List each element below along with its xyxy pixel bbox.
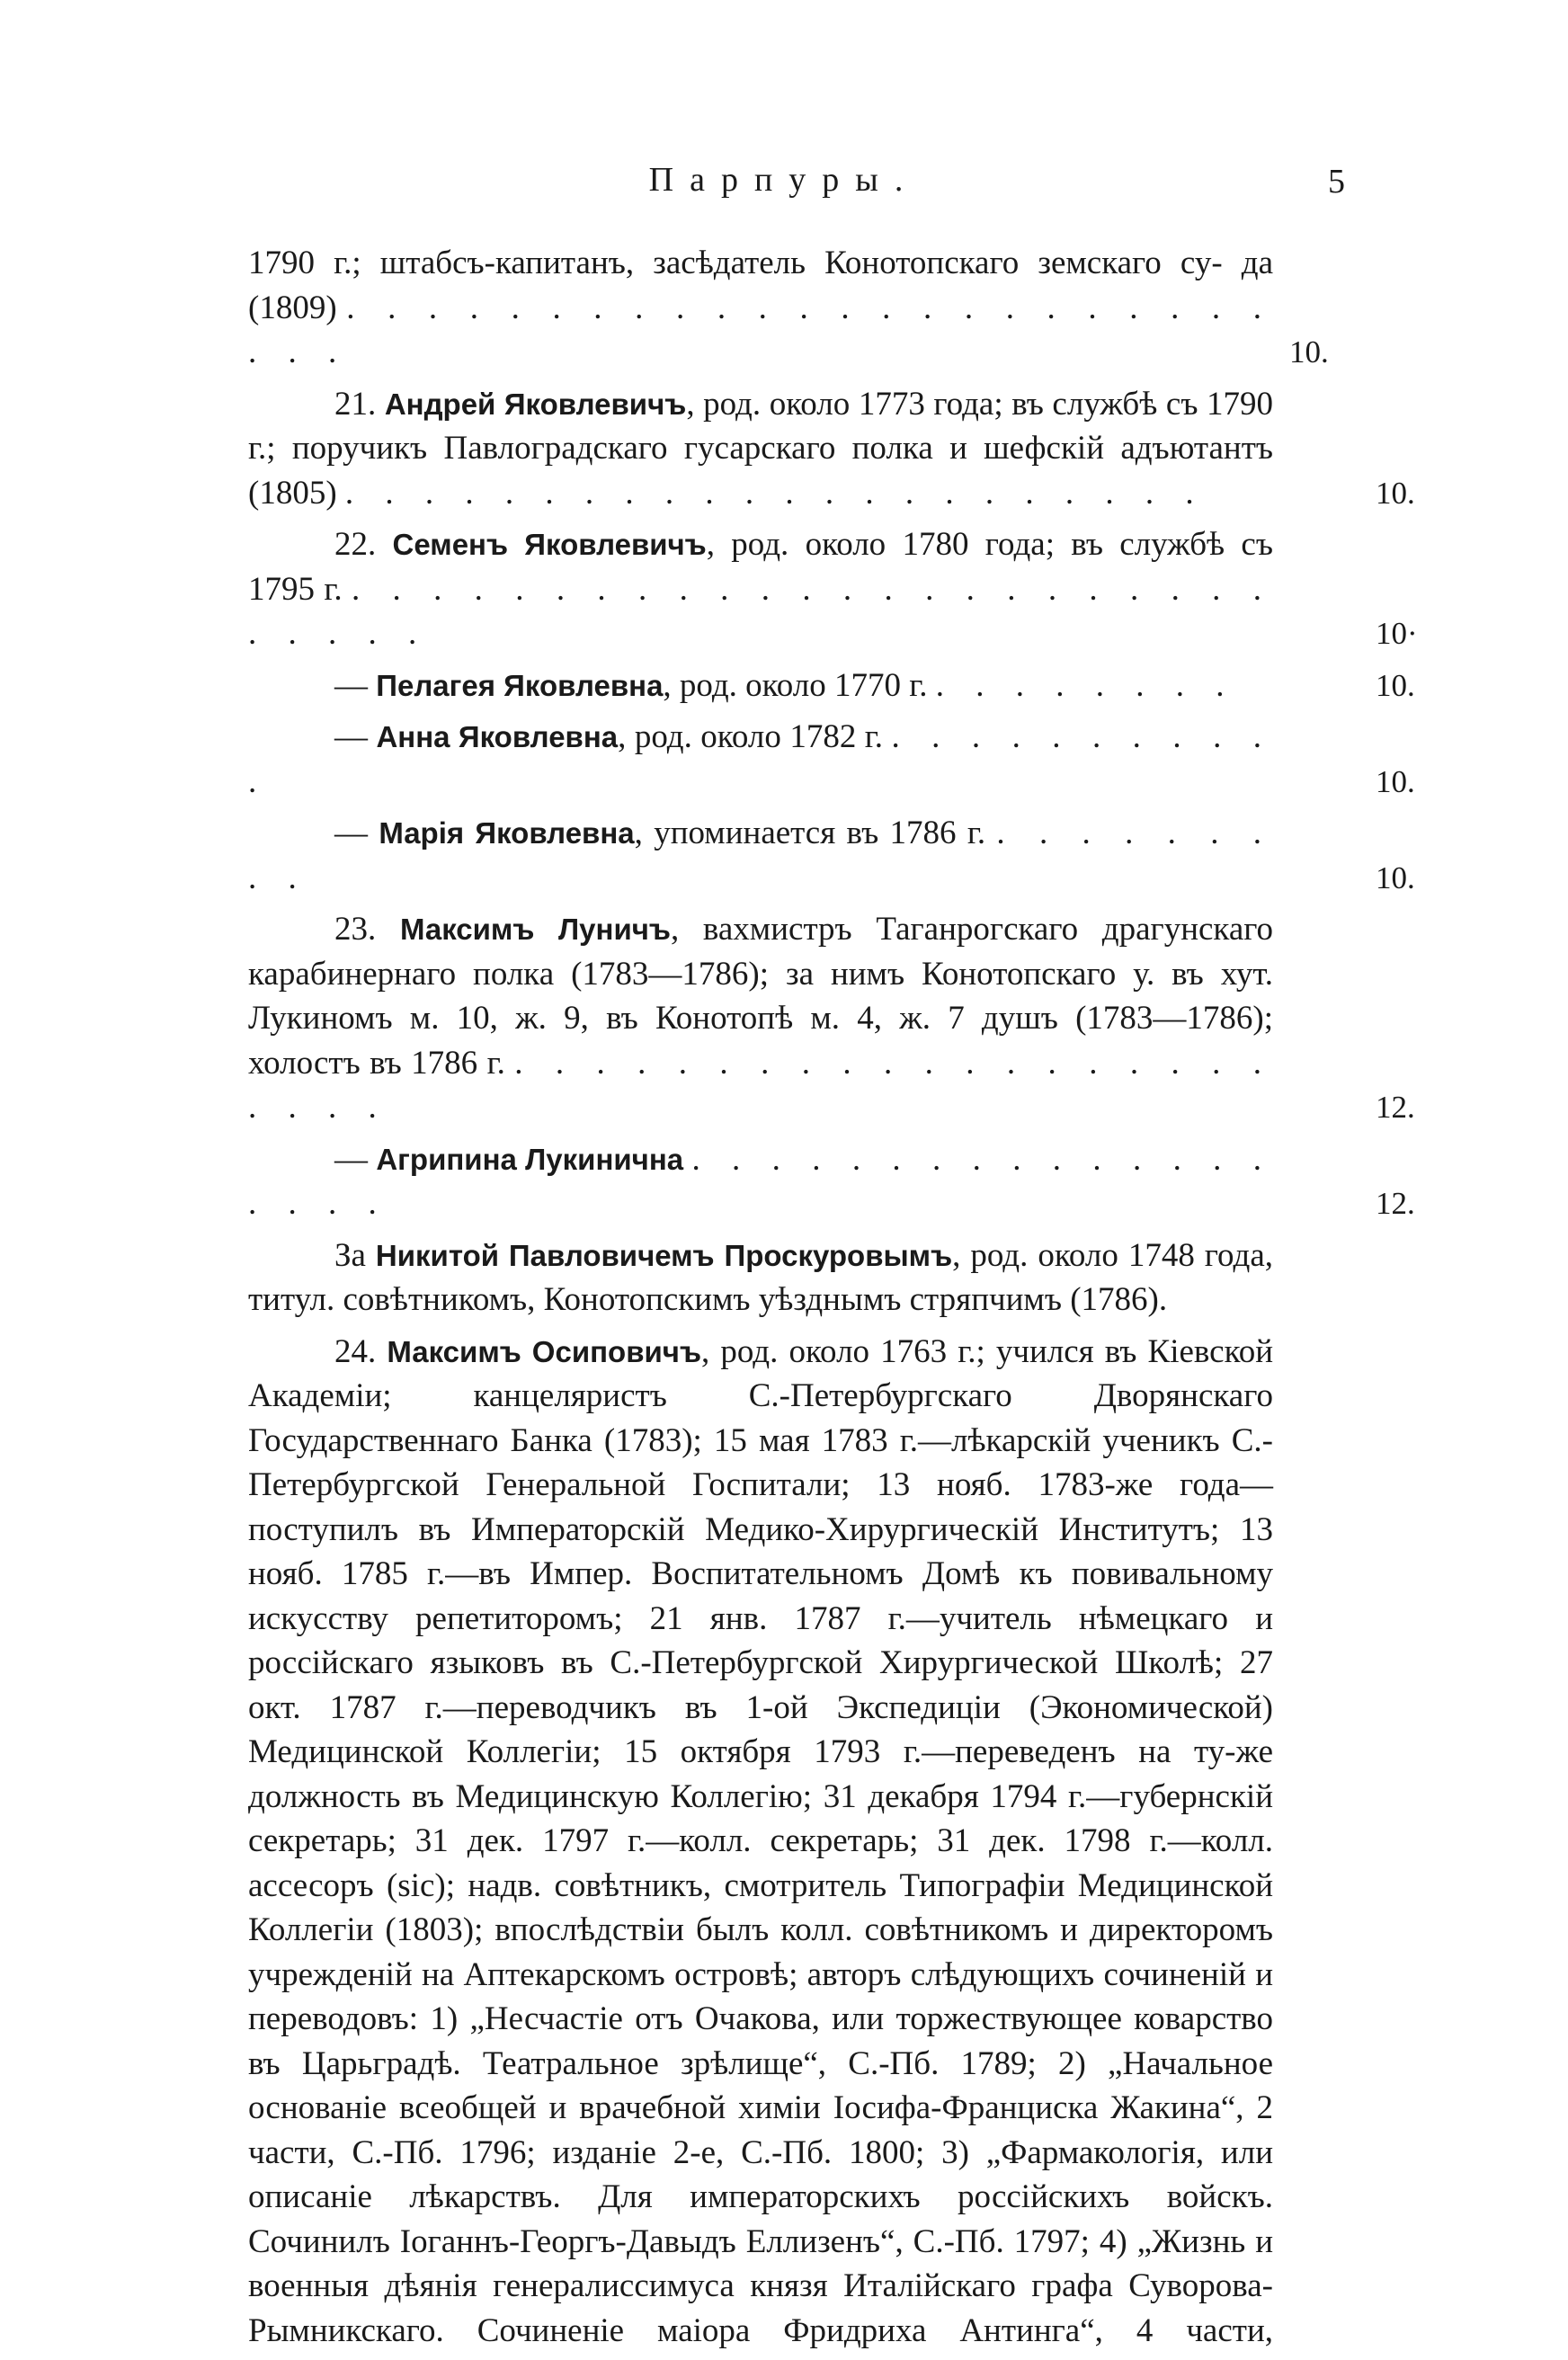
dash: — (334, 815, 368, 851)
reference-number: 12. (1376, 1090, 1415, 1125)
person-name: Максимъ Луничъ (399, 913, 671, 946)
person-name: Никитой Павловичемъ Проскуровымъ (375, 1238, 953, 1272)
entry-mariya (248, 811, 1415, 900)
reference-number: 10. (1376, 667, 1415, 703)
entry-text: , род. около 1782 г. (618, 718, 884, 755)
reference-number: 10. (1289, 334, 1329, 370)
dot-leader: . . . . . . . . (935, 666, 1236, 704)
entry-text: , упоминается въ 1786 г. (634, 815, 986, 851)
dash: — (334, 1140, 368, 1178)
person-name: Агрипина Лукинична (376, 1142, 684, 1176)
reference-number: 10. (1376, 859, 1415, 895)
text-column (248, 241, 1418, 2353)
reference-number: 10. (1376, 475, 1415, 511)
entry-continuation (248, 241, 1329, 375)
reference-number: 10. (1376, 763, 1415, 799)
entry-24 (248, 1330, 1273, 2354)
entry-number: 24. (334, 1332, 377, 1370)
entry-number: 22. (334, 526, 377, 563)
entry-anna (248, 715, 1415, 804)
running-title: Парпуры. (648, 161, 920, 199)
paragraph-text: , род. около 1763 г.; учился въ Кіевской Академіи; канцеляристъ С.-Петербургскаго Дворянскаго Государственнаго Банка (1783); 15 мая 1783 г.—лѣкарскій ученикъ С.-Петербургской Генеральной Госпитали; 13 нояб. 1783-же года—поступилъ въ Императорскій Медико-Хирургическій Институтъ; 13 нояб. 1785 г.—въ Импер. Воспитательномъ Домѣ къ повивальному искусству репетиторомъ; 21 янв. 1787 г.—учитель нѣмецкаго и россійскаго языковъ въ С.-Петербургской Хирургической Школѣ; 27 окт. 1787 г.—переводчикъ въ 1-ой Экспедиціи (Экономической) Медицинской Коллегіи; 15 октября 1793 г.—переведенъ на ту-же должность въ Медицинскую Коллегію; 31 декабря 1794 г.—губернскій секретарь; 31 дек. 1797 г.—колл. секретарь; 31 дек. 1798 г.—колл. ассесоръ (sic); надв. совѣтникъ, смотритель Типографіи Медицинской Коллегіи (1803); впослѣдствіи былъ колл. совѣтникомъ и директоромъ учрежденій на Аптекарскомъ островѣ; авторъ слѣдующихъ сочиненій и переводовъ: 1) „Несчастіе отъ Очакова, или торжествующее коварство въ Царьградѣ. Театральное зрѣлище“, С.-Пб. 1789; 2) „Начальное основаніе всеобщей и врачебной химіи Іосифа-Франциска Жакина“, 2 части, С.-Пб. 1796; изданіе 2-е, С.-Пб. 1800; 3) „Фармакологія, или описаніе лѣкарствъ. Для императорскихъ россійскихъ войскъ. Сочинилъ Іоганнъ-Георгъ-Давыдъ Еллизенъ“, С.-Пб. 1797; 4) „Жизнь и военныя дѣянія генералиссимуса князя Италійскаго графа Суворова-Рымникскаго. Сочиненіе маіора Фридриха Антинга“, 4 части, (248, 1332, 1273, 2349)
entry-22 (248, 522, 1418, 656)
entry-text: 1790 г.; штабсъ-капитанъ, засѣдатель Конотопскаго земскаго су- да (1809) (248, 245, 1273, 326)
entry-21 (248, 382, 1415, 516)
dot-leader: . . . . . . . . . . . . . . . . . . . . . . . . . . . . (248, 570, 1274, 652)
person-name: Семенъ Яковлевичъ (392, 528, 707, 561)
dot-leader: . . . . . . . . . . . . . . . . . . . . . . . (248, 1044, 1273, 1126)
entry-number: 21. (334, 385, 377, 423)
entry-23 (248, 907, 1415, 1130)
person-name: Максимъ Осиповичъ (387, 1334, 701, 1368)
reference-number: 12. (1376, 1186, 1415, 1221)
person-name: Андрей Яковлевичъ (384, 387, 687, 421)
dot-leader: . . . . . . . . . . . . . . . . . . . . . . (344, 474, 1206, 512)
dash: — (334, 666, 368, 704)
page-content (248, 241, 1418, 2360)
dot-leader: . . . . . . . . . . . (248, 718, 1274, 800)
dot-leader: . . . . . . . . . . . . . . . . . . . (248, 1140, 1274, 1222)
entry-text: , род. около 1773 года; въ службѣ съ 1790 г.; поручикъ Павлоградскаго гусарскаго полка и шефскій адъютантъ (1805) (248, 385, 1274, 512)
entry-text: , род. около 1780 года; въ службѣ съ 1795 г. (248, 526, 1273, 608)
person-name: Пелагея Яковлевна (376, 668, 664, 702)
person-name: Марія Яковлевна (379, 816, 635, 850)
dot-leader: . . . . . . . . . (248, 815, 1274, 896)
paragraph-text: , род. около 1748 года, титул. совѣтникомъ, Конотопскимъ уѣзднымъ стряпчимъ (1786). (248, 1236, 1273, 1318)
entry-text: , род. около 1770 г. (663, 666, 928, 704)
entry-text: , вахмистръ Таганрогскаго драгунскаго карабинернаго полка (1783—1786); за нимъ Конотопскаго у. въ хут. Лукиномъ м. 10, ж. 9, въ Конотопѣ м. 4, ж. 7 душъ (1783—1786); холостъ въ 1786 г. (248, 911, 1274, 1082)
paragraph-lead: За (334, 1236, 376, 1274)
dash: — (334, 718, 368, 755)
reference-number: 10· (1376, 616, 1418, 651)
person-name: Анна Яковлевна (376, 720, 619, 753)
page-number: 5 (1328, 163, 1345, 200)
entry-number: 23. (334, 911, 377, 948)
entry-pelageya (248, 663, 1415, 708)
entry-agripina (248, 1137, 1415, 1226)
paragraph-spouse (248, 1233, 1273, 1322)
dot-leader: . . . . . . . . . . . . . . . . . . . . . . . . . . (248, 289, 1274, 370)
